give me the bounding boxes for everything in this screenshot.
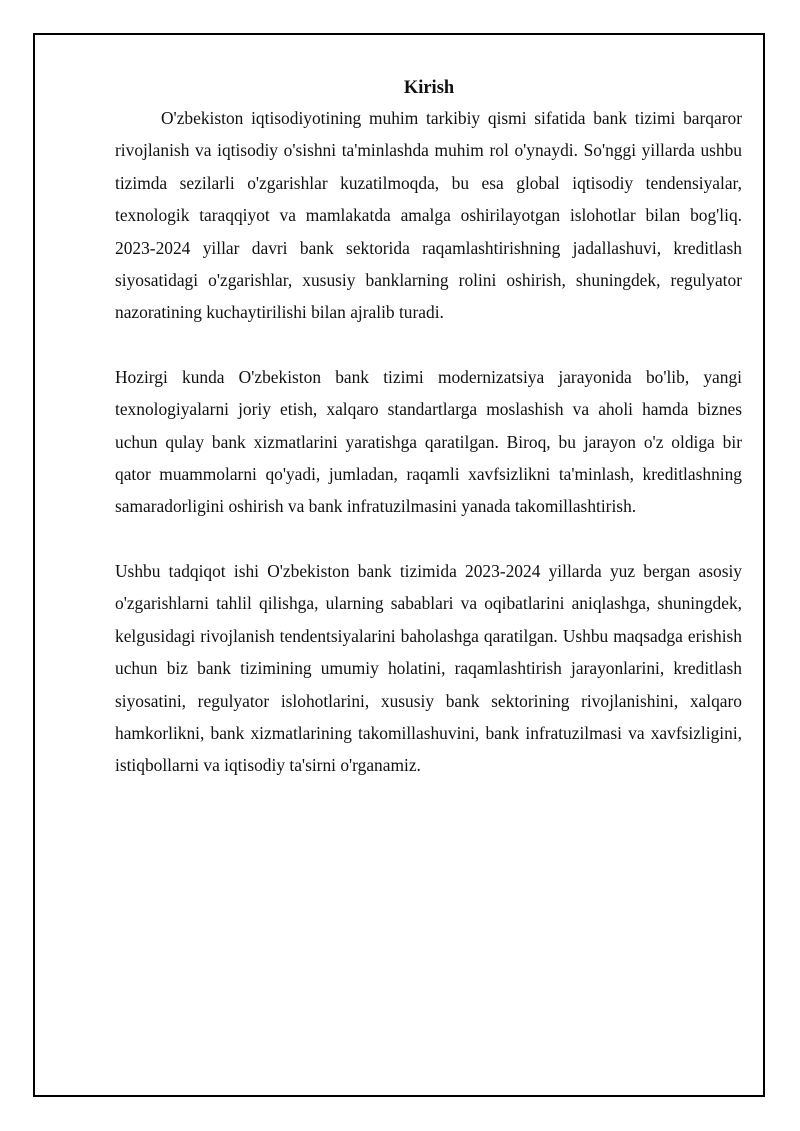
section-title: Kirish <box>403 78 455 98</box>
paragraph-3: Ushbu tadqiqot ishi O'zbekiston bank tizimida 2023-2024 yillarda yuz bergan asosiy o'zgarishlarni tahlil qilishga, ularning sabablari va oqibatlarini aniqlashga, shuningdek, kelgusidagi rivojlanish tendentsiyalarini baholashga qaratilgan. Ushbu maqsadga erishish uchun biz bank tizimining umumiy holatini, raqamlashtirish jarayonlarini, kreditlash siyosatini, regulyator islohotlarini, xususiy bank sektorining rivojlanishini, xalqaro hamkorlikni, bank xizmatlarining takomillashuvini, bank infratuzilmasi va xavfsizligini, istiqbollarni va iqtisodiy ta'sirni o'rganamiz. <box>115 560 742 776</box>
paragraph-1: O'zbekiston iqtisodiyotining muhim tarkibiy qismi sifatida bank tizimi barqaror rivojlanish va iqtisodiy o'sishni ta'minlashda muhim rol o'ynaydi. So'nggi yillarda ushbu tizimda sezilarli o'zgarishlar kuzatilmoqda, bu esa global iqtisodiy tendensiyalar, texnologik taraqqiyot va mamlakatda amalga oshirilayotgan islohotlar bilan bog'liq. 2023-2024 yillar davri bank sektorida raqamlashtirishning jadallashuvi, kreditlash siyosatidagi o'zgarishlar, xususiy banklarning rolini oshirish, shuningdek, regulyator nazoratining kuchaytirilishi bilan ajralib turadi. <box>115 108 742 323</box>
paragraph-2: Hozirgi kunda O'zbekiston bank tizimi modernizatsiya jarayonida bo'lib, yangi texnologiyalarni joriy etish, xalqaro standartlarga moslashish va aholi hamda biznes uchun qulay bank xizmatlarini yaratishga qaratilgan. Biroq, bu jarayon o'z oldiga bir qator muammolarni qo'yadi, jumladan, raqamli xavfsizlikni ta'minlash, kreditlashning samaradorligini oshirish va bank infratuzilmasini yanada takomillashtirish. <box>115 366 742 517</box>
document-body <box>115 74 742 782</box>
